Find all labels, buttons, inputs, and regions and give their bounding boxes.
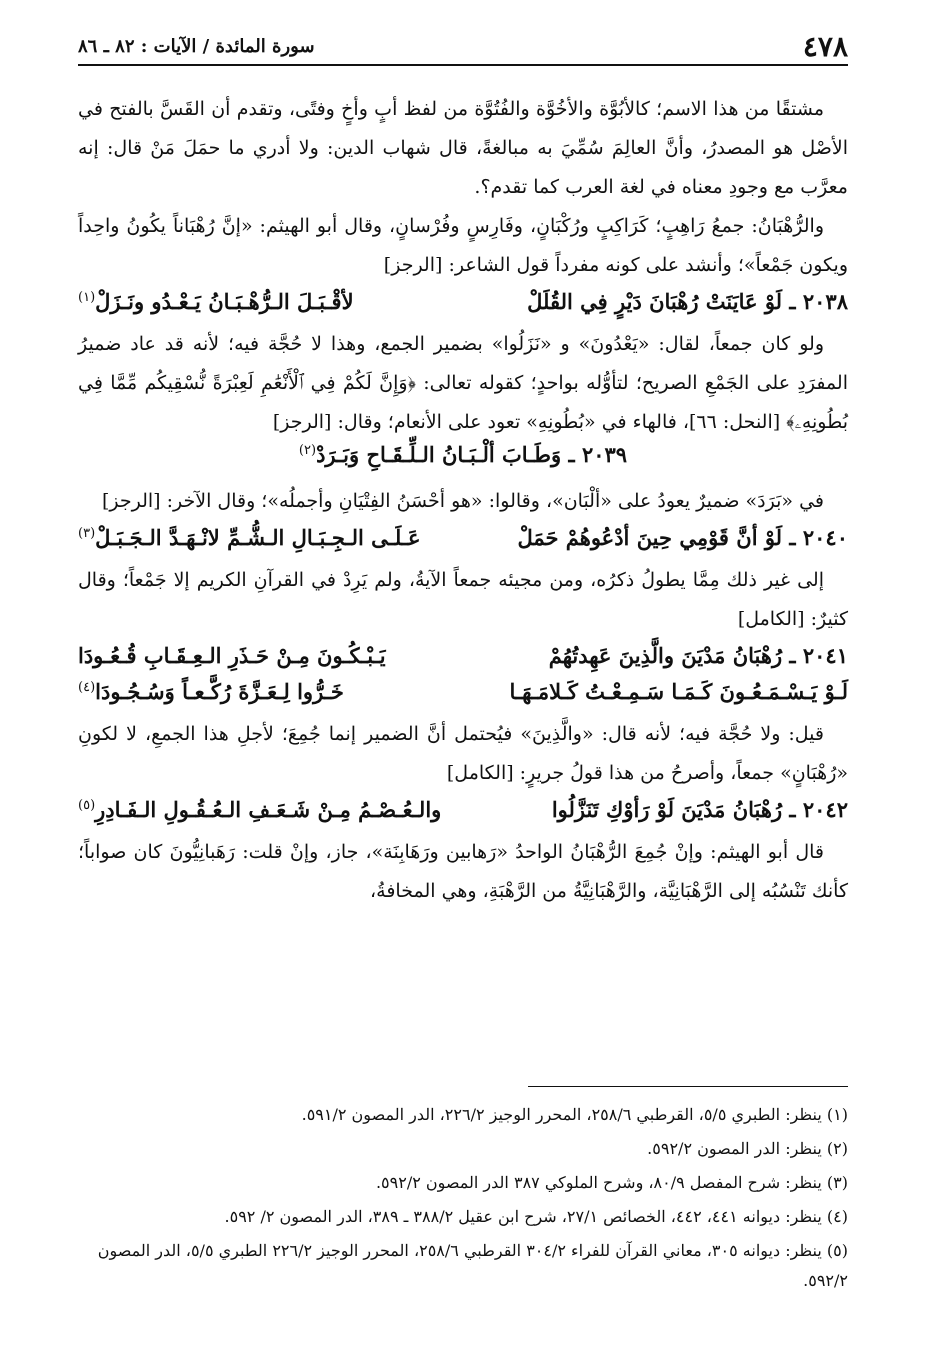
verse-text: رُهْبَانُ مَدْيَنَ والَّذِينَ عَهِدتُهُمْ <box>548 643 783 668</box>
verse-first-hemistich <box>527 289 848 314</box>
verse-number: ٢٠٣٩ ـ <box>568 442 628 467</box>
poetry-verse-2038 <box>78 285 848 325</box>
book-page <box>78 28 848 1348</box>
footnotes <box>78 1100 848 1300</box>
verse-second-hemistich <box>78 797 441 822</box>
verse-text: عَـلَـى الـجِـبَـالِ الـشُّـمِّ لانْـهَـدَّ الـجَـبَـلْ <box>95 525 421 550</box>
paragraph: قال أبو الهيثم: وإنْ جُمِعَ الرُّهْبَانُ الواحدُ «رَهابين ورَهَابِنَة»، جاز، وإنْ قلت: رَهَبانِيُّونَ كان صواباً؛ كأنك تَنْسُبُه إلى الرَّهْبَانِيَّة، والرَّهْبَانِيَّةُ من الرَّهْبَةِ، وهي المخافةُ، <box>78 841 848 902</box>
verse-second-hemistich <box>78 643 386 668</box>
footnote: (٢) ينظر: الدر المصون ٥٩٢/٢. <box>647 1139 848 1158</box>
verse-first-hemistich <box>552 797 848 822</box>
verse-text: يَـبْـكُـونَ مِـنْ حَـذَرِ الـعِـقَـابِ قُـعُـودَا <box>78 643 386 668</box>
paragraph: ولو كان جمعاً، لقال: «يَعْدُونَ» و «نَزَلُوا» بضمير الجمع، وهذا لا حُجَّة فيه؛ لأنه قد عاد ضميرُ المفرَدِ على الجَمْعِ الصريح؛ لتأوُّله بواحدٍ؛ كقوله تعالى: ﴿وَإِنَّ لَكُمْ فِي ٱلْأَنْعَٰمِ لَعِبْرَةً نُّسْقِيكُم مِّمَّا فِي بُطُونِهِۦ﴾ [النحل: ٦٦]، فالهاء في «بُطُونِهِ» تعود على الأنعام؛ وقال: [الرجز] <box>78 333 848 433</box>
verse-second-hemistich <box>78 289 354 314</box>
footnote-separator <box>528 1086 848 1087</box>
verse-text: لأقْـبَـلَ الـرُّهْـبَـانُ يَـعْـدُو ونَـزَلْ <box>95 289 354 314</box>
page-body <box>78 90 848 911</box>
verse-first-hemistich <box>549 643 848 668</box>
poetry-verse-2041-line-2 <box>78 675 848 715</box>
verse-second-hemistich <box>78 679 344 704</box>
page-header <box>78 28 848 66</box>
verse-number: ٢٠٤٠ ـ <box>789 525 848 550</box>
verse-text: والـعُـصْـمُ مِـنْ شَـعَـفِ الـعُـقُـولِ الـفَـادِرِ <box>95 797 442 822</box>
footnote-reference: (٤) <box>78 680 96 695</box>
paragraph: إلى غير ذلك مِمَّا يطولُ ذكرُه، ومن مجيئه جمعاً الآيةُ، ولم يَرِدْ في القرآنِ الكريم إلا جَمْعاً؛ وقال كثيرٌ: [الكامل] <box>78 569 848 630</box>
footnote: (٥) ينظر: ديوانه ٣٠٥، معاني القرآن للفراء ٣٠٤/٢ القرطبي ٢٥٨/٦، المحرر الوجيز ٢٢٦/٢ الطبري ٥/٥، الدر المصون ٥٩٢/٢. <box>97 1241 848 1290</box>
poetry-verse-2039 <box>78 442 848 482</box>
footnote: (٣) ينظر: شرح المفصل ٨٠/٩، وشرح الملوكي ٣٨٧ الدر المصون ٥٩٢/٢. <box>375 1173 848 1192</box>
verse-first-hemistich <box>517 525 848 550</box>
footnote-reference: (٣) <box>78 526 96 541</box>
verse-second-hemistich <box>78 525 420 550</box>
footnote: (٤) ينظر: ديوانه ٤٤١، ٤٤٢، الخصائص ٢٧/١، شرح ابن عقيل ٣٨٨/٢ ـ ٣٨٩، الدر المصون ٢/ ٥٩٢. <box>224 1207 848 1226</box>
verse-text: لَوْ أنَّ قَوْمِي حِينَ أدْعُوهُمْ حَمَلْ <box>517 525 783 550</box>
paragraph: قيل: ولا حُجَّة فيه؛ لأنه قال: «والَّذِينَ» فيُحتمل أنَّ الضمير إنما جُمِعَ؛ لأجلِ هذا الجمعِ، لا لكونِ «رُهْبَانٍ» جمعاً، وأصرحُ من هذا قولُ جريرٍ: [الكامل] <box>78 723 848 784</box>
footnote-reference: (١) <box>78 290 96 305</box>
verse-text: وَطَـابَ ألْـبَـانُ الـلِّـقَـاحِ وَبَـرَدْ <box>316 442 562 467</box>
footnote-reference: (٥) <box>78 798 96 813</box>
poetry-verse-2042 <box>78 793 848 833</box>
paragraph: والرُّهْبَانُ: جمعُ رَاهِبٍ؛ كَرَاكِبٍ ورُكْبَانٍ، وفَارِسٍ وفُرْسانٍ، وقال أبو الهيثم: «إنَّ رُهْبَاناً يكُونُ واحِداً ويكون جَمْعاً»؛ وأنشد على كونه مفرداً قول الشاعر: [الرجز] <box>78 215 848 276</box>
verse-hemistich <box>78 442 848 467</box>
page-number: ٤٧٨ <box>802 30 848 63</box>
footnote: (١) ينظر: الطبري ٥/٥، القرطبي ٢٥٨/٦، المحرر الوجيز ٢٢٦/٢، الدر المصون ٥٩١/٢. <box>301 1105 848 1124</box>
verse-text: لَوْ عَايَنَتْ رُهْبَانَ دَيْرٍ فِي القُلَلْ <box>527 289 783 314</box>
poetry-verse-2041-line-1 <box>78 639 848 675</box>
paragraph: مشتقًا من هذا الاسم؛ كالأبُوَّة والأخُوَّة والفُتُوَّة من لفظ أبٍ وأخٍ وفتًى، وتقدم أن القَسَّ بالفتح في الأصْل هو المصدرُ، وأنَّ العالِمَ سُمِّيَ به مبالغةً، قال شهاب الدين: ولا أدري ما حمَلَ مَنْ قال: إنه معرَّب مع وجودِ معناه في لغة العرب كما تقدم؟. <box>78 98 848 198</box>
verse-text: خَـرُّوا لِـعَـزَّةَ رُكَّـعـاً وَسُـجُـودَا <box>95 679 344 704</box>
verse-text: لَـوْ يَـسْـمَـعُـونَ كَـمَـا سَـمِـعْـتُ كَـلامَـهَـا <box>509 679 848 704</box>
verse-number: ٢٠٤٢ ـ <box>789 797 848 822</box>
verse-first-hemistich <box>510 679 848 704</box>
footnote-reference: (٢) <box>298 443 317 458</box>
verse-number: ٢٠٤١ ـ <box>789 643 848 668</box>
verse-text: رُهْبَانُ مَدْيَنَ لَوْ رَأوْكِ تَنَزَّلُوا <box>551 797 783 822</box>
paragraph: في «بَرَدَ» ضميرٌ يعودُ على «ألْبَان»، وقالوا: «هو أحْسَنُ الفِتْيَانِ وأجملُه»؛ وقال الآخر: [الرجز] <box>101 490 824 512</box>
poetry-verse-2040 <box>78 521 848 561</box>
running-head: سورة المائدة / الآيات : ٨٢ ـ ٨٦ <box>78 36 315 57</box>
verse-number: ٢٠٣٨ ـ <box>789 289 848 314</box>
